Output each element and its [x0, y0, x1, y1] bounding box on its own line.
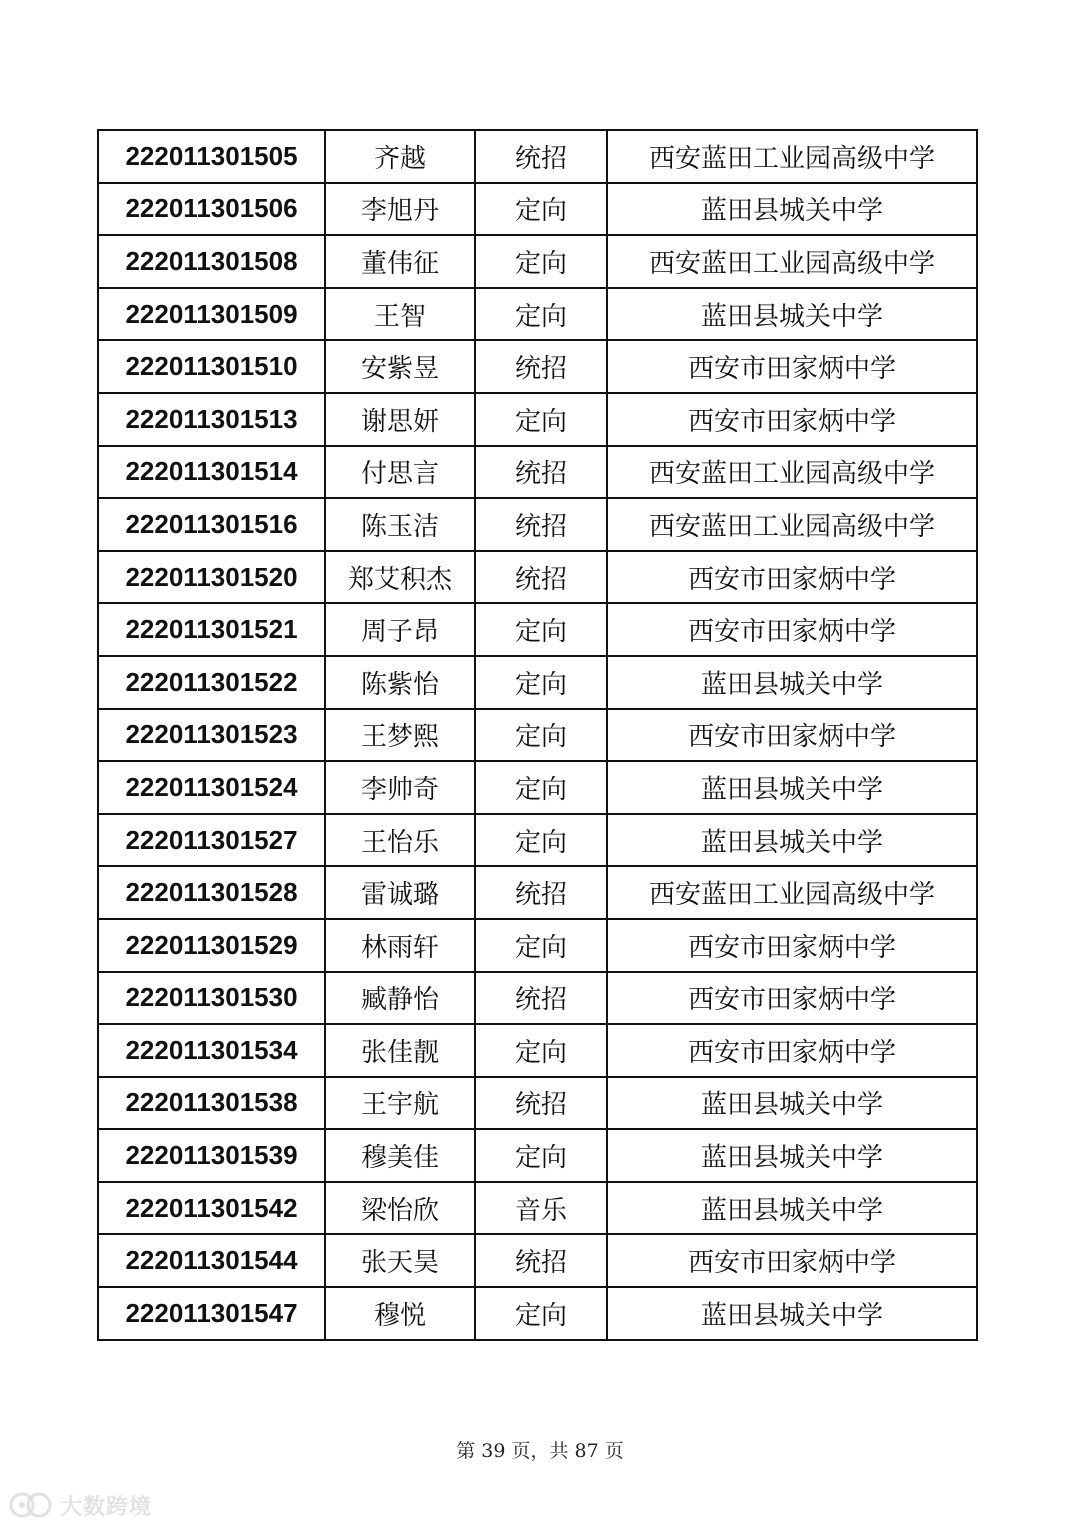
admission-type-cell: 统招: [475, 1077, 607, 1130]
student-id-cell: 222011301516: [98, 498, 325, 551]
table-row: [98, 1129, 977, 1182]
student-name-cell: 穆美佳: [325, 1129, 475, 1182]
school-cell: 蓝田县城关中学: [607, 1129, 977, 1182]
admission-type-cell: 定向: [475, 656, 607, 709]
table-row: [98, 446, 977, 499]
student-name-cell: 林雨轩: [325, 919, 475, 972]
table-row: [98, 761, 977, 814]
student-name-cell: 郑艾积杰: [325, 551, 475, 604]
student-name-cell: 李帅奇: [325, 761, 475, 814]
school-cell: 蓝田县城关中学: [607, 1077, 977, 1130]
watermark-text: 大数跨境: [60, 1494, 153, 1520]
admission-type-cell: 统招: [475, 551, 607, 604]
student-id-cell: 222011301530: [98, 972, 325, 1025]
school-cell: 蓝田县城关中学: [607, 1182, 977, 1235]
student-id-cell: 222011301542: [98, 1182, 325, 1235]
admission-type-cell: 定向: [475, 288, 607, 341]
table-row: [98, 814, 977, 867]
table-row: [98, 709, 977, 762]
table-row: [98, 393, 977, 446]
student-name-cell: 陈紫怡: [325, 656, 475, 709]
admission-type-cell: 统招: [475, 498, 607, 551]
admission-type-cell: 定向: [475, 919, 607, 972]
table-row: [98, 288, 977, 341]
student-name-cell: 雷诚璐: [325, 866, 475, 919]
roster-table: [97, 129, 978, 1341]
admission-type-cell: 统招: [475, 130, 607, 183]
school-cell: 西安市田家炳中学: [607, 393, 977, 446]
school-cell: 西安蓝田工业园高级中学: [607, 498, 977, 551]
admission-type-cell: 定向: [475, 709, 607, 762]
school-cell: 西安市田家炳中学: [607, 551, 977, 604]
table-row: [98, 235, 977, 288]
student-id-cell: 222011301521: [98, 603, 325, 656]
school-cell: 蓝田县城关中学: [607, 183, 977, 236]
table-row: [98, 130, 977, 183]
table-row: [98, 498, 977, 551]
admission-type-cell: 定向: [475, 183, 607, 236]
admission-type-cell: 统招: [475, 1234, 607, 1287]
student-id-cell: 222011301524: [98, 761, 325, 814]
table-row: [98, 1234, 977, 1287]
student-name-cell: 谢思妍: [325, 393, 475, 446]
school-cell: 蓝田县城关中学: [607, 814, 977, 867]
school-cell: 西安蓝田工业园高级中学: [607, 130, 977, 183]
watermark: [8, 1488, 152, 1522]
student-name-cell: 穆悦: [325, 1287, 475, 1340]
admission-type-cell: 统招: [475, 340, 607, 393]
table-row: [98, 340, 977, 393]
student-name-cell: 梁怡欣: [325, 1182, 475, 1235]
student-name-cell: 张佳靓: [325, 1024, 475, 1077]
student-id-cell: 222011301514: [98, 446, 325, 499]
student-id-cell: 222011301538: [98, 1077, 325, 1130]
student-id-cell: 222011301520: [98, 551, 325, 604]
table-row: [98, 972, 977, 1025]
student-name-cell: 王智: [325, 288, 475, 341]
table-row: [98, 919, 977, 972]
school-cell: 蓝田县城关中学: [607, 1287, 977, 1340]
student-name-cell: 周子昂: [325, 603, 475, 656]
brand-logo-icon: [8, 1490, 54, 1520]
student-id-cell: 222011301527: [98, 814, 325, 867]
student-id-cell: 222011301505: [98, 130, 325, 183]
student-id-cell: 222011301539: [98, 1129, 325, 1182]
school-cell: 西安市田家炳中学: [607, 340, 977, 393]
admission-type-cell: 定向: [475, 603, 607, 656]
student-id-cell: 222011301510: [98, 340, 325, 393]
admission-type-cell: 定向: [475, 1129, 607, 1182]
admission-type-cell: 定向: [475, 814, 607, 867]
student-name-cell: 董伟征: [325, 235, 475, 288]
admission-type-cell: 定向: [475, 235, 607, 288]
student-name-cell: 陈玉洁: [325, 498, 475, 551]
student-id-cell: 222011301529: [98, 919, 325, 972]
student-name-cell: 王宇航: [325, 1077, 475, 1130]
school-cell: 蓝田县城关中学: [607, 656, 977, 709]
admission-type-cell: 定向: [475, 393, 607, 446]
student-id-cell: 222011301508: [98, 235, 325, 288]
table-row: [98, 1182, 977, 1235]
admission-type-cell: 统招: [475, 866, 607, 919]
student-id-cell: 222011301506: [98, 183, 325, 236]
student-name-cell: 付思言: [325, 446, 475, 499]
table-row: [98, 551, 977, 604]
table-row: [98, 183, 977, 236]
school-cell: 西安蓝田工业园高级中学: [607, 235, 977, 288]
table-row: [98, 1024, 977, 1077]
admission-type-cell: 统招: [475, 446, 607, 499]
student-name-cell: 张天昊: [325, 1234, 475, 1287]
student-name-cell: 臧静怡: [325, 972, 475, 1025]
school-cell: 西安市田家炳中学: [607, 603, 977, 656]
table-row: [98, 656, 977, 709]
student-name-cell: 安紫昱: [325, 340, 475, 393]
school-cell: 西安蓝田工业园高级中学: [607, 866, 977, 919]
table-row: [98, 1077, 977, 1130]
school-cell: 西安市田家炳中学: [607, 1024, 977, 1077]
school-cell: 西安市田家炳中学: [607, 1234, 977, 1287]
school-cell: 西安市田家炳中学: [607, 709, 977, 762]
student-id-cell: 222011301547: [98, 1287, 325, 1340]
student-name-cell: 齐越: [325, 130, 475, 183]
student-id-cell: 222011301509: [98, 288, 325, 341]
table-row: [98, 866, 977, 919]
admission-type-cell: 定向: [475, 1024, 607, 1077]
student-id-cell: 222011301534: [98, 1024, 325, 1077]
page-number: 第 39 页，共 87 页: [456, 1440, 624, 1462]
student-id-cell: 222011301544: [98, 1234, 325, 1287]
school-cell: 蓝田县城关中学: [607, 761, 977, 814]
student-id-cell: 222011301523: [98, 709, 325, 762]
admission-type-cell: 统招: [475, 972, 607, 1025]
roster-table-body: [98, 130, 977, 1340]
student-id-cell: 222011301528: [98, 866, 325, 919]
school-cell: 西安市田家炳中学: [607, 919, 977, 972]
student-id-cell: 222011301522: [98, 656, 325, 709]
student-id-cell: 222011301513: [98, 393, 325, 446]
table-row: [98, 1287, 977, 1340]
school-cell: 蓝田县城关中学: [607, 288, 977, 341]
student-name-cell: 王怡乐: [325, 814, 475, 867]
table-row: [98, 603, 977, 656]
student-name-cell: 李旭丹: [325, 183, 475, 236]
admission-type-cell: 定向: [475, 1287, 607, 1340]
student-name-cell: 王梦熙: [325, 709, 475, 762]
admission-type-cell: 定向: [475, 761, 607, 814]
admission-type-cell: 音乐: [475, 1182, 607, 1235]
school-cell: 西安市田家炳中学: [607, 972, 977, 1025]
school-cell: 西安蓝田工业园高级中学: [607, 446, 977, 499]
